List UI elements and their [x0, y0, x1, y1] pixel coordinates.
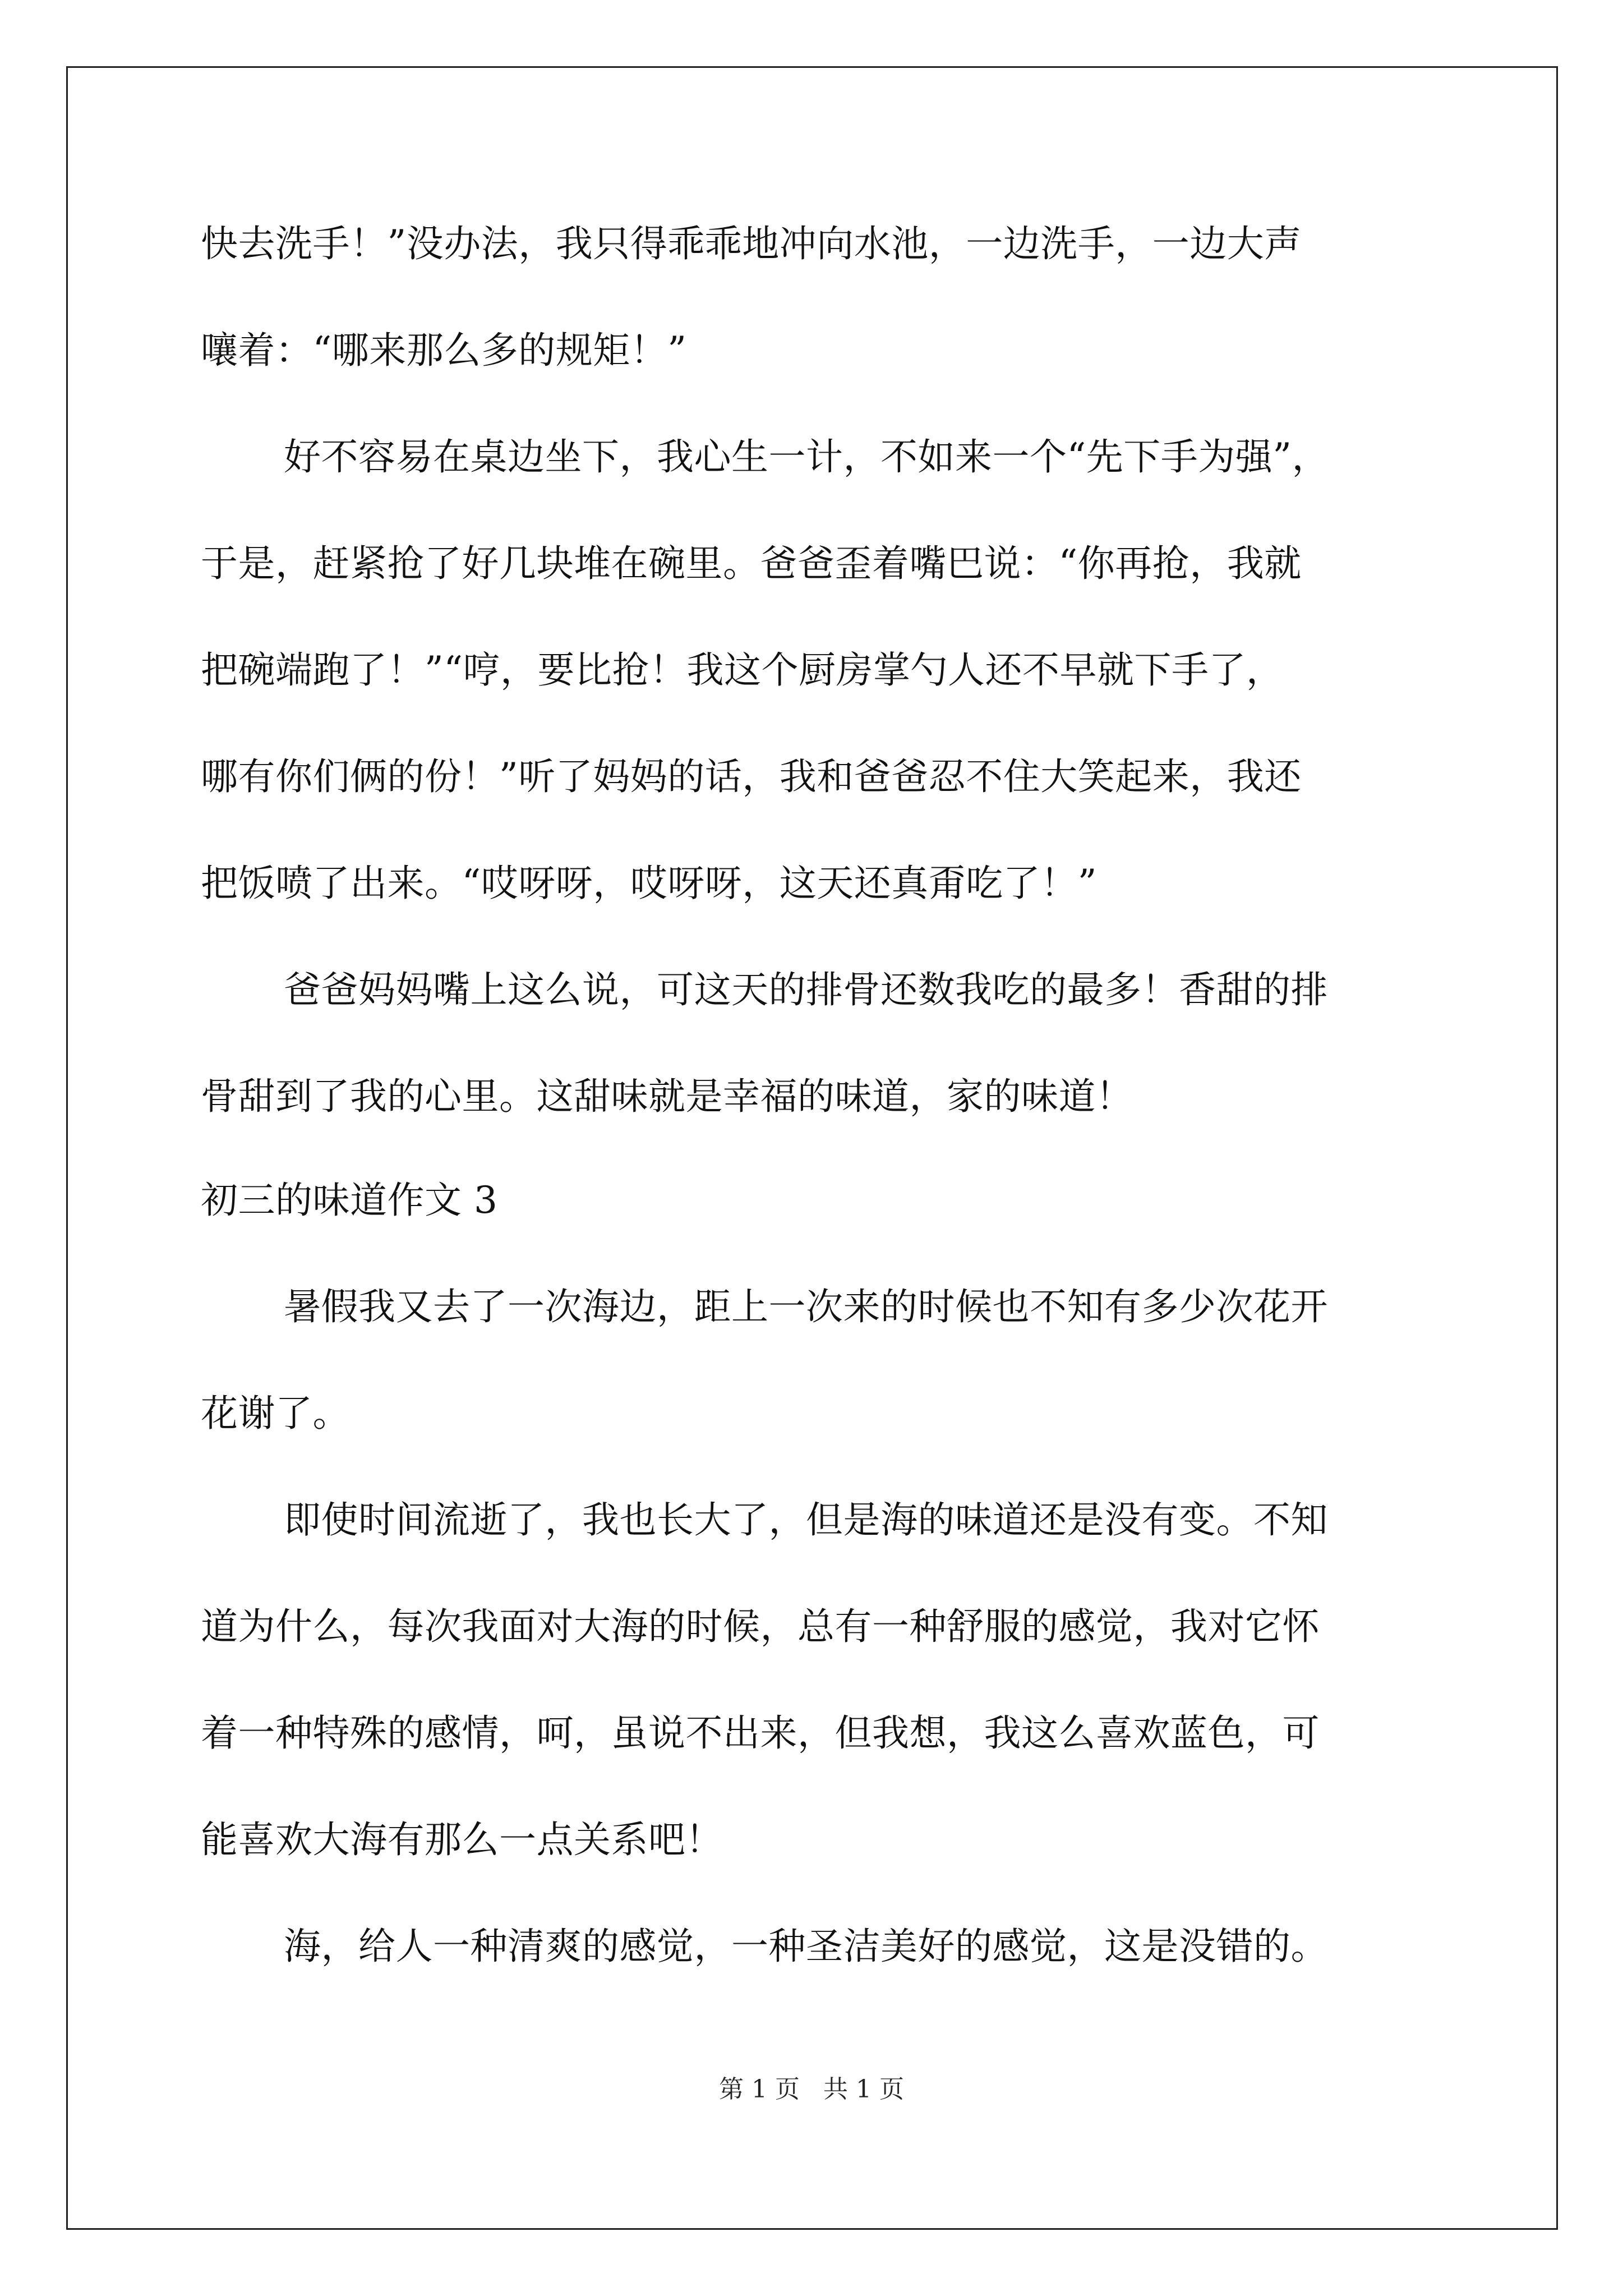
text-line: 道为什么，每次我面对大海的时候，总有一种舒服的感觉，我对它怀	[201, 1605, 1320, 1648]
text-line: 把饭喷了出来。“哎呀呀，哎呀呀，这天还真甭吃了！”	[201, 862, 1097, 905]
text-line: 快去洗手！”没办法，我只得乖乖地冲向水池，一边洗手，一边大声	[201, 222, 1302, 265]
text-line: 把碗端跑了！”“哼，要比抢！我这个厨房掌勺人还不早就下手了，	[201, 648, 1284, 692]
text-line: 于是，赶紧抢了好几块堆在碗里。爸爸歪着嘴巴说：“你再抢，我就	[201, 542, 1302, 585]
page-border	[66, 66, 1558, 2230]
paragraph-first-line: 爸爸妈妈嘴上这么说，可这天的排骨还数我吃的最多！香甜的排	[284, 968, 1328, 1011]
text-line: 着一种特殊的感情，呵，虽说不出来，但我想，我这么喜欢蓝色，可	[201, 1711, 1320, 1755]
paragraph-first-line: 即使时间流逝了，我也长大了，但是海的味道还是没有变。不知	[284, 1498, 1328, 1542]
text-line: 嚷着：“哪来那么多的规矩！”	[201, 329, 687, 372]
paragraph-first-line: 好不容易在桌边坐下，我心生一计，不如来一个“先下手为强”，	[284, 435, 1329, 478]
paragraph-first-line: 暑假我又去了一次海边，距上一次来的时候也不知有多少次花开	[284, 1285, 1328, 1328]
text-line: 能喜欢大海有那么一点关系吧！	[201, 1818, 723, 1861]
text-line: 花谢了。	[201, 1392, 350, 1435]
section-heading: 初三的味道作文 3	[201, 1179, 498, 1222]
text-line: 哪有你们俩的份！”听了妈妈的话，我和爸爸忍不住大笑起来，我还	[201, 755, 1302, 798]
page-number-footer: 第 1 页 共 1 页	[719, 2075, 904, 2104]
text-line: 骨甜到了我的心里。这甜味就是幸福的味道，家的味道！	[201, 1075, 1133, 1118]
paragraph-first-line: 海，给人一种清爽的感觉，一种圣洁美好的感觉，这是没错的。	[284, 1925, 1328, 1968]
